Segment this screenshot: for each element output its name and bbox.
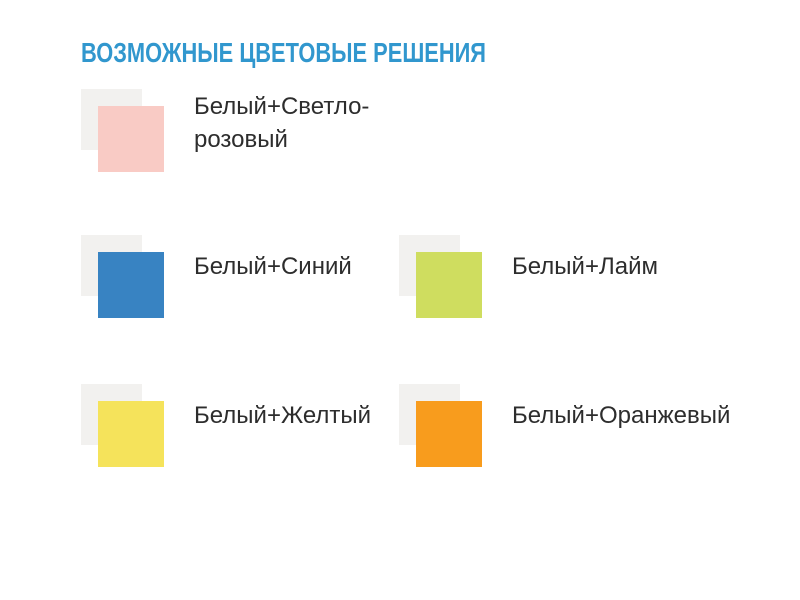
color-option-label: Белый+Желтый [194, 402, 372, 429]
color-swatch [399, 235, 483, 319]
color-swatch [399, 384, 483, 468]
color-option-label: Белый+Оранжевый [512, 402, 731, 429]
color-option-white-light-pink[interactable] [81, 89, 401, 175]
color-square [98, 106, 164, 172]
color-swatch [81, 384, 165, 468]
color-swatch [81, 235, 165, 319]
color-square [416, 252, 482, 318]
color-option-white-yellow[interactable] [81, 384, 401, 470]
color-option-label: Белый+Синий [194, 253, 352, 280]
color-option-white-lime[interactable] [399, 235, 719, 321]
color-option-label: Белый+Лайм [512, 253, 658, 280]
color-option-label: Белый+Светло-розовый [194, 93, 370, 153]
section-title: ВОЗМОЖНЫЕ ЦВЕТОВЫЕ РЕШЕНИЯ [81, 37, 487, 68]
color-option-white-orange[interactable] [399, 384, 731, 470]
color-swatch [81, 89, 165, 173]
color-square [416, 401, 482, 467]
color-option-white-blue[interactable] [81, 235, 401, 321]
color-square [98, 401, 164, 467]
color-square [98, 252, 164, 318]
